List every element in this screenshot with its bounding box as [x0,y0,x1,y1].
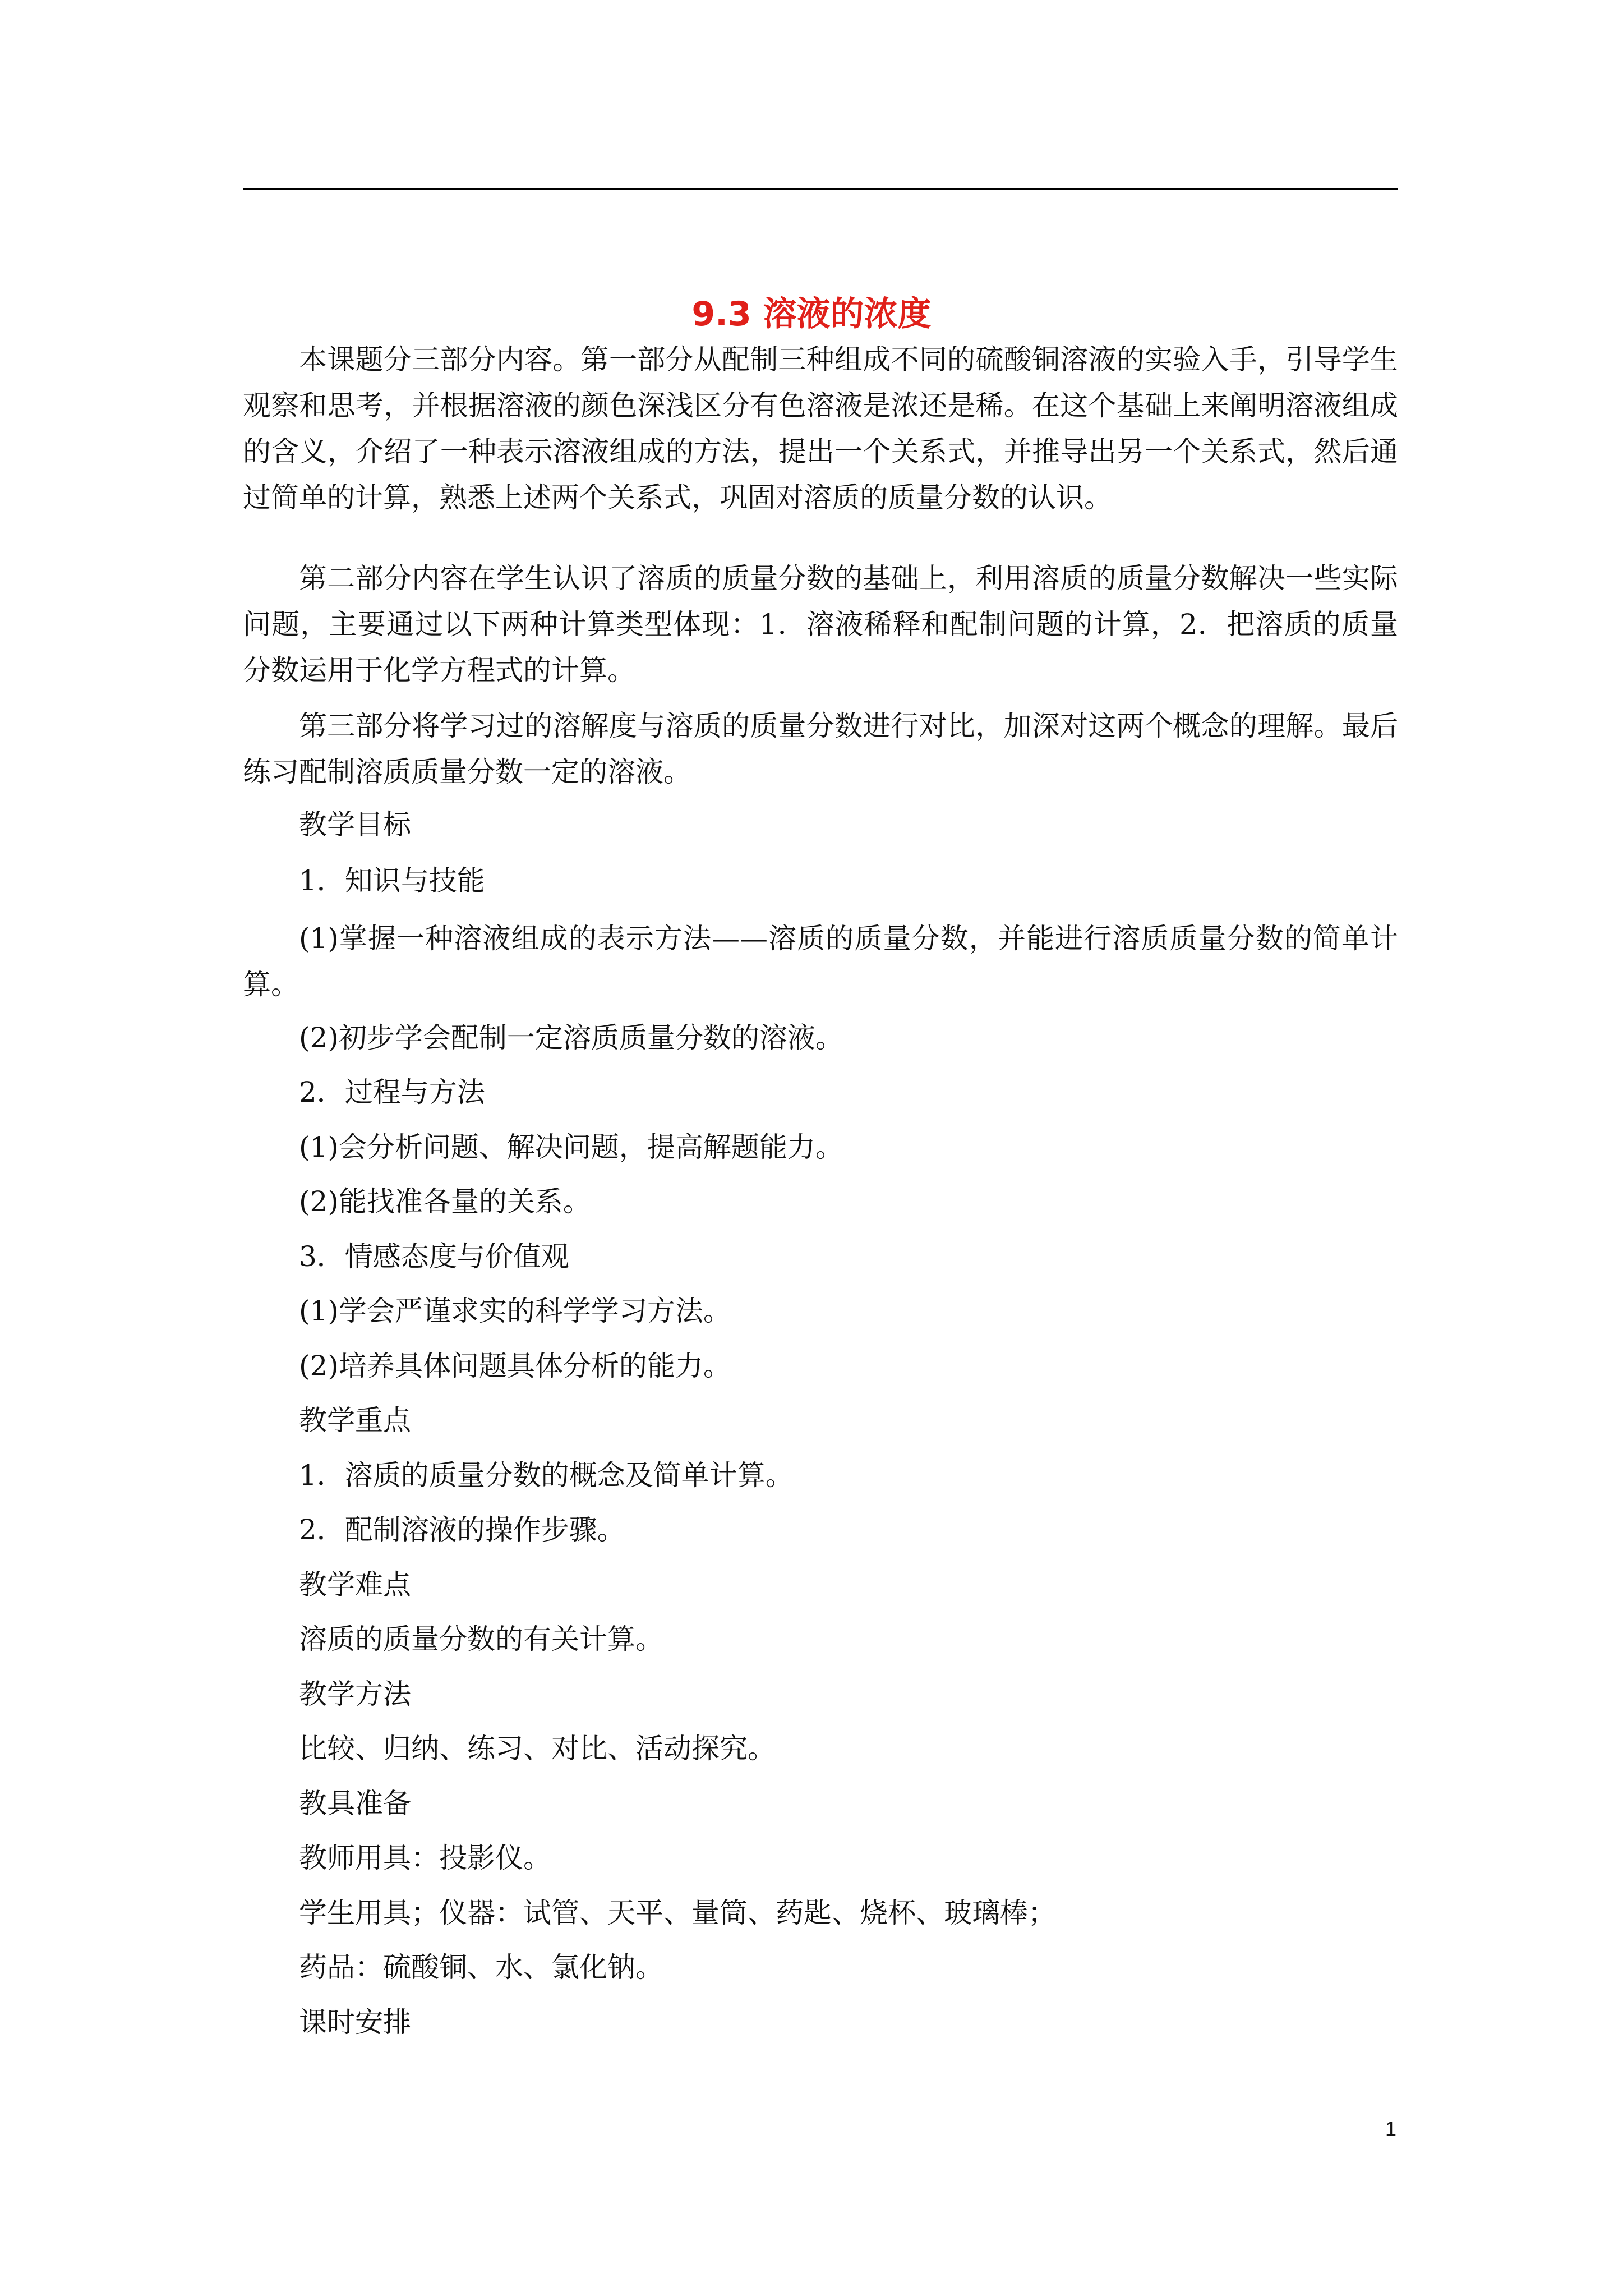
intro-paragraph-2: 第二部分内容在学生认识了溶质的质量分数的基础上，利用溶质的质量分数解决一些实际问题，主要通过以下两种计算类型体现：1．溶液稀释和配制问题的计算，2．把溶质的质量分数运用于化学方程式的计算。 [243,562,1398,687]
teacher-tools: 教师用具：投影仪。 [299,1842,551,1874]
difficulty-heading: 教学难点 [299,1568,411,1601]
header-rule [243,188,1398,190]
objective-1-item-2: (2)初步学会配制一定溶质质量分数的溶液。 [299,1022,843,1054]
key-point-1: 1．溶质的质量分数的概念及简单计算。 [299,1459,794,1492]
student-tools: 学生用具；仪器：试管、天平、量筒、药匙、烧杯、玻璃棒； [299,1897,1056,1929]
page-number: 1 [1385,2117,1396,2140]
document-title: 9.3 溶液的浓度 [691,295,932,334]
chemicals: 药品：硫酸铜、水、氯化钠。 [299,1951,663,1984]
objective-3-heading: 3．情感态度与价值观 [299,1240,569,1273]
objective-3-item-2: (2)培养具体问题具体分析的能力。 [299,1350,731,1382]
key-points-heading: 教学重点 [299,1404,411,1437]
method-heading: 教学方法 [299,1678,411,1710]
objective-2-item-2: (2)能找准各量的关系。 [299,1185,591,1218]
intro-paragraph-1: 本课题分三部分内容。第一部分从配制三种组成不同的硫酸铜溶液的实验入手，引导学生观察和思考，并根据溶液的颜色深浅区分有色溶液是浓还是稀。在这个基础上来阐明溶液组成的含义，介绍了一种表示溶液组成的方法，提出一个关系式，并推导出另一个关系式，然后通过简单的计算，熟悉上述两个关系式，巩固对溶质的质量分数的认识。 [243,343,1398,514]
key-point-2: 2．配制溶液的操作步骤。 [299,1513,625,1546]
intro-paragraph-3: 第三部分将学习过的溶解度与溶质的质量分数进行对比，加深对这两个概念的理解。最后练习配制溶质质量分数一定的溶液。 [243,710,1398,788]
schedule-heading: 课时安排 [299,2006,411,2039]
difficulty-text: 溶质的质量分数的有关计算。 [299,1623,663,1655]
objective-1-item-1: (1)掌握一种溶液组成的表示方法——溶质的质量分数，并能进行溶质质量分数的简单计算。 [243,922,1398,1001]
materials-heading: 教具准备 [299,1787,411,1820]
objective-3-item-1: (1)学会严谨求实的科学学习方法。 [299,1295,731,1327]
objective-2-heading: 2．过程与方法 [299,1076,485,1108]
objective-2-item-1: (1)会分析问题、解决问题，提高解题能力。 [299,1131,843,1163]
objective-1-heading: 1．知识与技能 [299,864,485,897]
objectives-heading: 教学目标 [299,808,411,841]
method-text: 比较、归纳、练习、对比、活动探究。 [299,1732,776,1765]
